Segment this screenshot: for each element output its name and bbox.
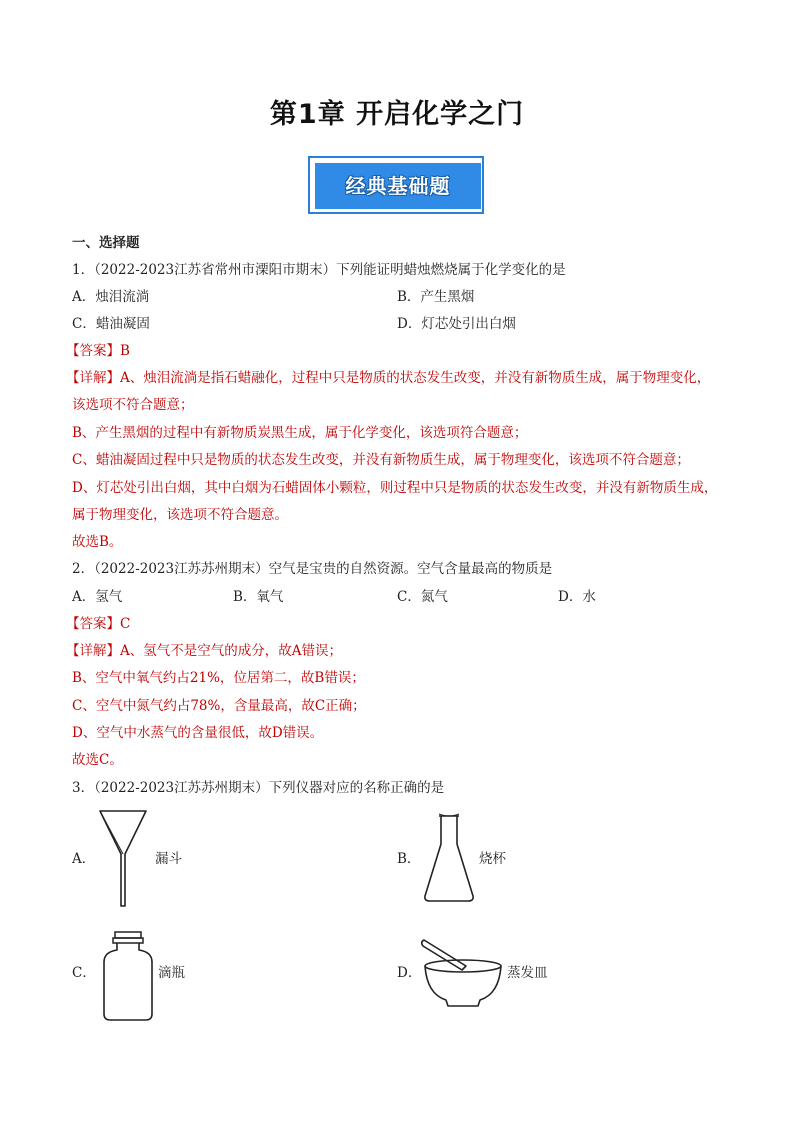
q1-detail-3: C、蜡油凝固过程中只是物质的状态发生改变，并没有新物质生成，属于物理变化，该选项不符合题意； [72, 452, 690, 468]
q1-answer-value: B [120, 343, 130, 359]
q3-stem: 3．（2022-2023江苏苏州期末）下列仪器对应的名称正确的是 [72, 780, 445, 796]
q2-detail-1 [66, 641, 342, 661]
q3-option-a-name: 漏斗 [155, 851, 182, 867]
q1-detail-2: B、产生黑烟的过程中有新物质炭黑生成，属于化学变化，该选项符合题意； [72, 425, 528, 441]
q2-stem: 2．（2022-2023江苏苏州期末）空气是宝贵的自然资源。空气含量最高的物质是 [72, 561, 553, 577]
q1-option-b: B．产生黑烟 [397, 289, 475, 305]
q1-answer [66, 341, 130, 361]
q2-detail-4: D、空气中水蒸气的含量很低，故D错误。 [72, 725, 324, 741]
q2-option-b: B．氧气 [233, 589, 284, 605]
q2-option-d: D．水 [558, 589, 596, 605]
q1-detail-4: D、灯芯处引出白烟，其中白烟为石蜡固体小颗粒，则过程中只是物质的状态发生改变，并没有新物质生成， [72, 480, 718, 496]
q1-answer-label: 【答案】 [66, 343, 120, 359]
q2-answer [66, 614, 130, 634]
q1-detail-label: 【详解】 [66, 370, 120, 386]
q2-option-c: C．氮气 [397, 589, 448, 605]
q1-detail-1b: 该选项不符合题意； [72, 397, 194, 413]
q3-option-a-letter: A． [72, 851, 96, 867]
q1-option-d: D．灯芯处引出白烟 [397, 316, 516, 332]
q1-stem: 1．（2022-2023江苏省常州市溧阳市期末）下列能证明蜡烛燃烧属于化学变化的是 [72, 262, 566, 278]
q2-option-a: A．氢气 [72, 589, 123, 605]
q1-detail-1-text: A、烛泪流淌是指石蜡融化，过程中只是物质的状态发生改变，并没有新物质生成，属于物理变化， [120, 370, 711, 386]
q2-conclusion: 故选C。 [72, 752, 123, 768]
q3-option-b-name: 烧杯 [479, 851, 506, 867]
section-heading: 一、选择题 [72, 235, 140, 251]
reagent-bottle-icon [100, 930, 156, 1022]
funnel-icon [96, 808, 152, 908]
q1-detail-1 [66, 368, 710, 388]
q2-detail-3: C、空气中氮气约占78%，含量最高，故C正确； [72, 698, 366, 714]
q2-answer-label: 【答案】 [66, 616, 120, 632]
q2-detail-1-text: A、氢气不是空气的成分，故A错误； [120, 643, 342, 659]
q2-detail-label: 【详解】 [66, 643, 120, 659]
q1-option-a: A．烛泪流淌 [72, 289, 150, 305]
q1-conclusion: 故选B。 [72, 534, 123, 550]
q2-detail-2: B、空气中氧气约占21%，位居第二，故B错误； [72, 670, 365, 686]
page-title: 第1章 开启化学之门 [269, 99, 525, 130]
conical-flask-icon [420, 812, 478, 904]
banner-label: 经典基础题 [315, 163, 481, 209]
q3-option-b-letter: B． [397, 851, 421, 867]
q1-detail-4b: 属于物理变化，该选项不符合题意。 [72, 507, 288, 523]
q3-option-c-name: 滴瓶 [158, 965, 185, 981]
q2-answer-value: C [120, 616, 131, 632]
section-banner [308, 156, 488, 218]
q1-option-c: C．蜡油凝固 [72, 316, 150, 332]
q3-option-d-name: 蒸发皿 [507, 965, 548, 981]
q3-option-c-letter: C． [72, 965, 96, 981]
mortar-and-pestle-icon [418, 936, 508, 1008]
q3-option-d-letter: D． [397, 965, 422, 981]
